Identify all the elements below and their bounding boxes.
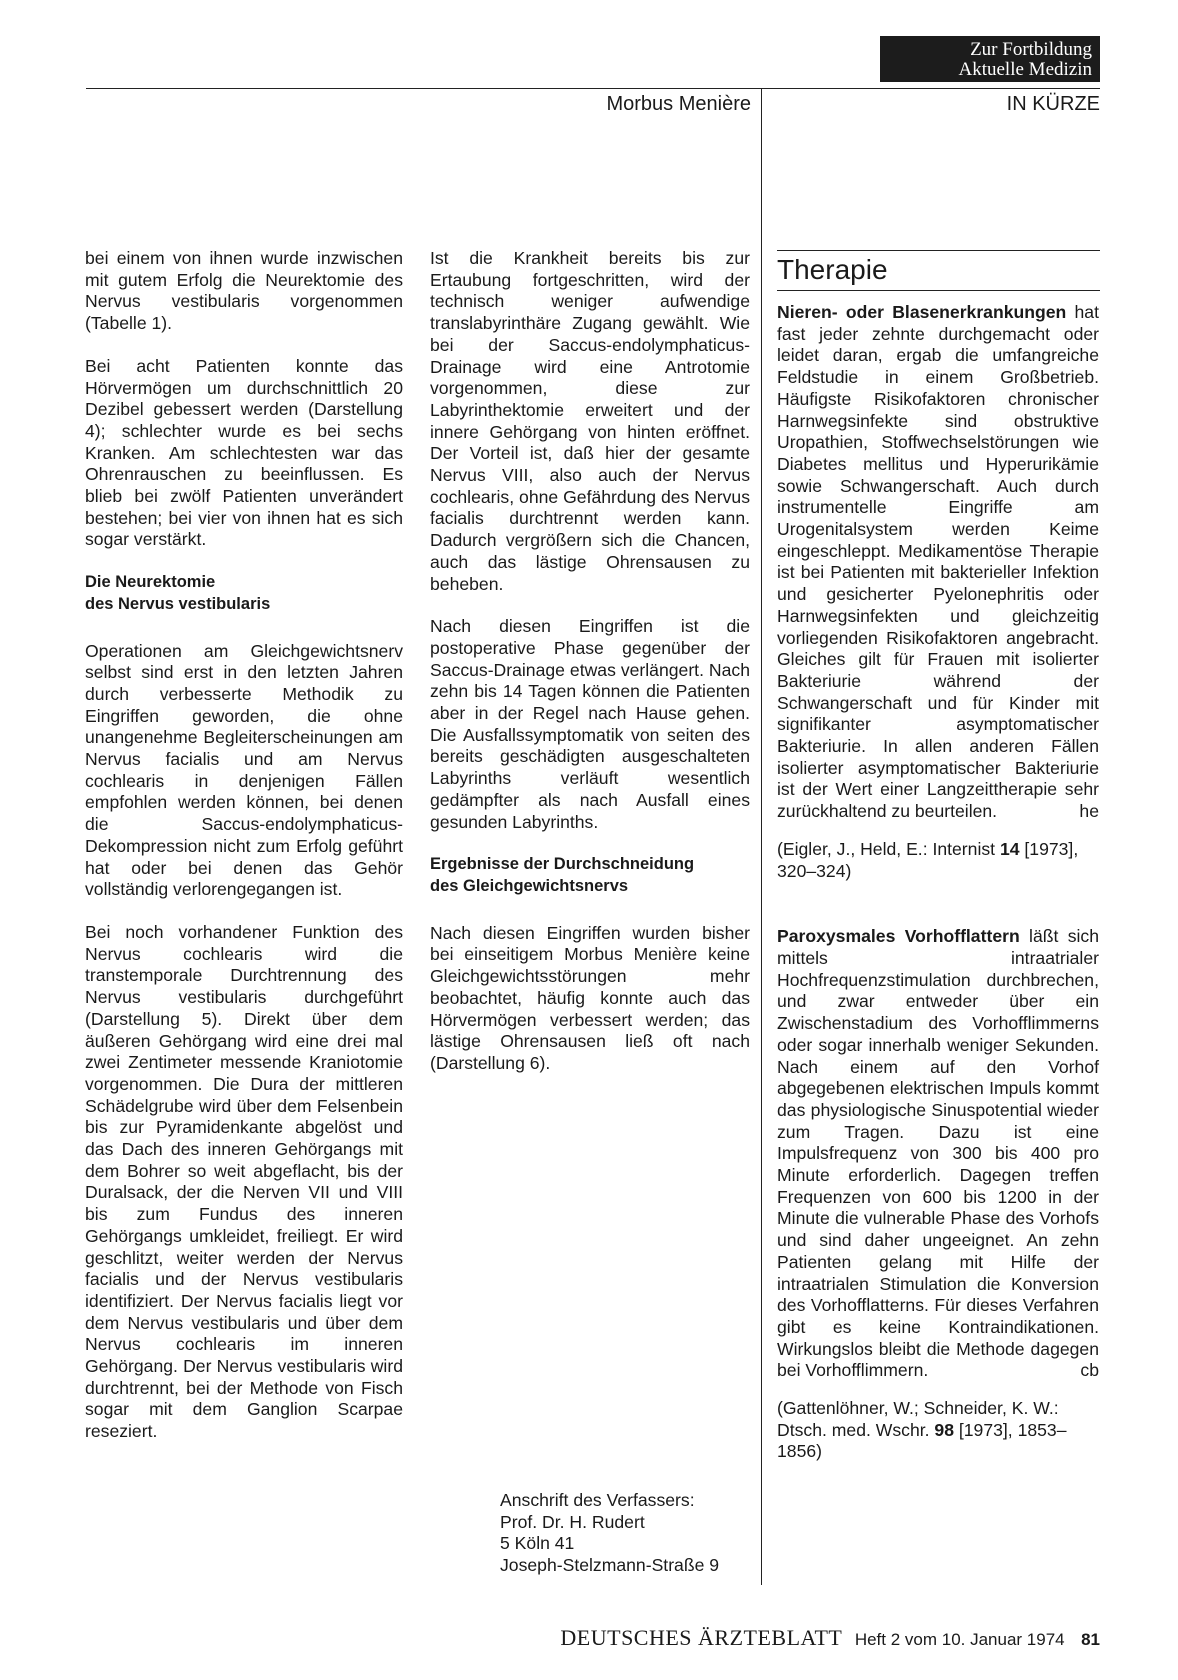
news-item [777, 926, 1099, 1382]
page-footer [400, 1625, 1100, 1651]
section-label: IN KÜRZE [1006, 93, 1100, 115]
subheading-line: des Nervus vestibularis [85, 594, 271, 613]
paragraph: Nach diesen Eingriffen ist die postoperative Phase gegenüber der Saccus-Drainage etwas verlängert. Nach zehn bis 14 Tagen können die Patienten aber in der Regel nach Hause gehen. Die Ausfallssymptomatik von seiten des bereits geschädigten ausgeschalteten Labyrinths verläuft wesentlich gedämpfter als nach Ausfall eines gesunden Labyrinths. [430, 616, 750, 832]
subheading [430, 854, 750, 897]
subheading-line: Die Neurektomie [85, 573, 216, 592]
reference-tail: [1973], 1853–1856) [777, 1419, 1067, 1462]
subheading [85, 572, 403, 615]
column-1 [85, 248, 403, 1443]
section-rule-bottom [777, 290, 1100, 291]
reference-volume: 98 [934, 1419, 954, 1440]
paragraph: Bei acht Patienten konnte das Hörvermögen um durchschnittlich 20 Dezibel gebessert werden (Darstellung 4); schlechter wurde es bei sechs Kranken. Am schlechtesten war das Ohrenrauschen zu beeinflussen. Es blieb bei zwölf Patienten unverändert bestehen; bei vier von ihnen hat es sich sogar verstärkt. [85, 355, 403, 550]
subheading-line: Ergebnisse der Durchschneidung [430, 855, 695, 874]
author-address [500, 1490, 750, 1577]
news-item-text: läßt sich mittels intraatrialer Hochfrequenzstimulation durchbrechen, und zwar entweder über ein Zwischenstadium des Vorhofflimmerns oder sogar innerhalb weniger Sekunden. Nach einem auf den Vorhof abgegebenen elektrischen Impuls kommt das physiologische Sinuspotential wieder zum Tragen. Dazu ist eine Impulsfrequenz von 300 bis 400 pro Minute erforderlich. Dagegen treffen Frequenzen von 600 bis 1200 in der Minute die vulnerable Phase des Vorhofs und sind daher ungeeignet. An zehn Patienten gelang mit Hilfe der intraatrialen Stimulation die Konversion des Vorhofflatterns. Für dieses Verfahren gibt es keine Kontraindikationen. Wirkungslos bleibt die Methode dagegen bei Vorhofflimmern. [777, 926, 1099, 1381]
reference-volume: 14 [999, 838, 1020, 859]
news-item [777, 302, 1099, 823]
reference [777, 1398, 1099, 1463]
subheading-line: des Gleichgewichtsnervs [430, 876, 629, 895]
paragraph: Nach diesen Eingriffen wurden bisher bei einseitigem Morbus Menière keine Gleichgewichtsstörungen mehr beobachtet, häufig konnte auch das Hörvermögen verbessert werden; das lästige Ohrensausen ließ oft nach (Darstellung 6). [430, 922, 750, 1073]
header-rule [86, 88, 1100, 89]
column-2 [430, 248, 750, 1075]
address-line: Anschrift des Verfassers: [500, 1490, 695, 1510]
paragraph: bei einem von ihnen wurde inzwischen mit gutem Erfolg die Neurektomie des Nervus vestibularis vorgenommen (Tabelle 1). [85, 248, 403, 334]
paragraph: Bei noch vorhandener Funktion des Nervus cochlearis wird die transtemporale Durchtrennung des Nervus vestibularis durchgeführt (Darstellung 5). Direkt über dem äußeren Gehörgang wird eine drei mal zwei Zentimeter messende Kraniotomie vorgenommen. Die Dura der mittleren Schädelgrube wird über dem Felsenbein bis zur Pyramidenkante abgelöst und das Dach des inneren Gehörgangs mit dem Bohrer so weit abgeflacht, bis der Duralsack, der die Nerven VII und VIII bis zum Fundus des inneren Gehörgangs umkleidet, freiliegt. Er wird geschlitzt, weiter werden der Nervus facialis und der Nervus vestibularis identifiziert. Der Nervus facialis liegt vor dem Nervus vestibularis und über dem Nervus cochlearis im inneren Gehörgang. Der Nervus vestibularis wird durchtrennt, bei der Methode von Fisch sogar mit dem Ganglion Scarpae reseziert. [85, 921, 403, 1442]
reference-tail: [1973], 320–324) [777, 838, 1079, 881]
paragraph: Operationen am Gleichgewichtsnerv selbst sind erst in den letzten Jahren durch verbesserte Methodik zu Eingriffen geworden, die ohne unangenehme Begleiterscheinungen am Nervus facialis und am Nervus cochlearis in denjenigen Fällen empfohlen werden können, bei denen die Saccus-endolymphaticus-Dekompression nicht zum Erfolg geführt hat oder bei denen das Gehör vollständig verlorengegangen ist. [85, 640, 403, 900]
news-item-text: hat fast jeder zehnte durchgemacht oder leidet daran, ergab die umfangreiche Feldstudie in einem Großbetrieb. Häufigste Risikofaktoren chronischer Harnwegsinfekte sind obstruktive Uropathien, Stoffwechselstörungen wie Diabetes mellitus und Hyperurikämie sowie Schwangerschaft. Auch durch instrumentelle Eingriffe am Urogenitalsystem werden Keime eingeschleppt. Medikamentöse Therapie ist bei Patienten mit bakterieller Infektion und gesicherter Pyelonephritis oder Harnwegsinfekten und gleichzeitig vorliegenden Risikofaktoren angebracht. Gleiches gilt für Frauen mit isolierter Bakteriurie während der Schwangerschaft und für Kinder mit signifikanter asymptomatischer Bakteriurie. In allen anderen Fällen isolierter asymptomatischer Bakteriurie ist der Wert einer Langzeittherapie sehr zurückhaltend zu beurteilen. [777, 302, 1099, 822]
reference-text: (Eigler, J., Held, E.: Internist [777, 838, 1000, 859]
running-title: Morbus Menière [606, 93, 751, 115]
author-initials: he [1079, 801, 1099, 822]
news-item-lead: Paroxysmales Vorhofflattern [777, 926, 1020, 947]
author-initials: cb [1080, 1360, 1099, 1381]
section-title: Therapie [777, 254, 888, 285]
reference [777, 839, 1099, 882]
section-badge [880, 36, 1100, 82]
issue-info: Heft 2 vom 10. Januar 1974 [854, 1630, 1065, 1649]
column-divider [761, 89, 762, 1585]
reference-text: (Gattenlöhner, W.; Schneider, K. W.: Dtsch. med. Wschr. [777, 1398, 1059, 1440]
badge-line-2: Aktuelle Medizin [958, 59, 1092, 80]
column-3 [777, 302, 1099, 1463]
news-item-lead: Nieren- oder Blasenerkrankungen [777, 302, 1067, 322]
address-line: Joseph-Stelzmann-Straße 9 [500, 1555, 720, 1576]
badge-line-1: Zur Fortbildung [970, 39, 1092, 60]
address-line: Prof. Dr. H. Rudert [500, 1511, 645, 1532]
page-number: 81 [1081, 1630, 1100, 1649]
address-line: 5 Köln 41 [500, 1533, 575, 1554]
paragraph: Ist die Krankheit bereits bis zur Ertaubung fortgeschritten, wird der technisch weniger aufwendige translabyrinthäre Zugang gewählt. Wie bei der Saccus-endolymphaticus-Drainage wird eine Antrotomie vorgenommen, diese zur Labyrinthektomie erweitert und der innere Gehörgang von hinten eröffnet. Der Vorteil ist, daß hier der gesamte Nervus VIII, also auch der Nervus cochlearis, ohne Gefährdung des Nervus facialis durchtrennt werden kann. Dadurch vergrößern sich die Chancen, auch das lästige Ohrensausen zu beheben. [430, 248, 750, 594]
journal-name: DEUTSCHES ÄRZTEBLATT [560, 1625, 843, 1650]
section-rule-top [777, 250, 1100, 251]
